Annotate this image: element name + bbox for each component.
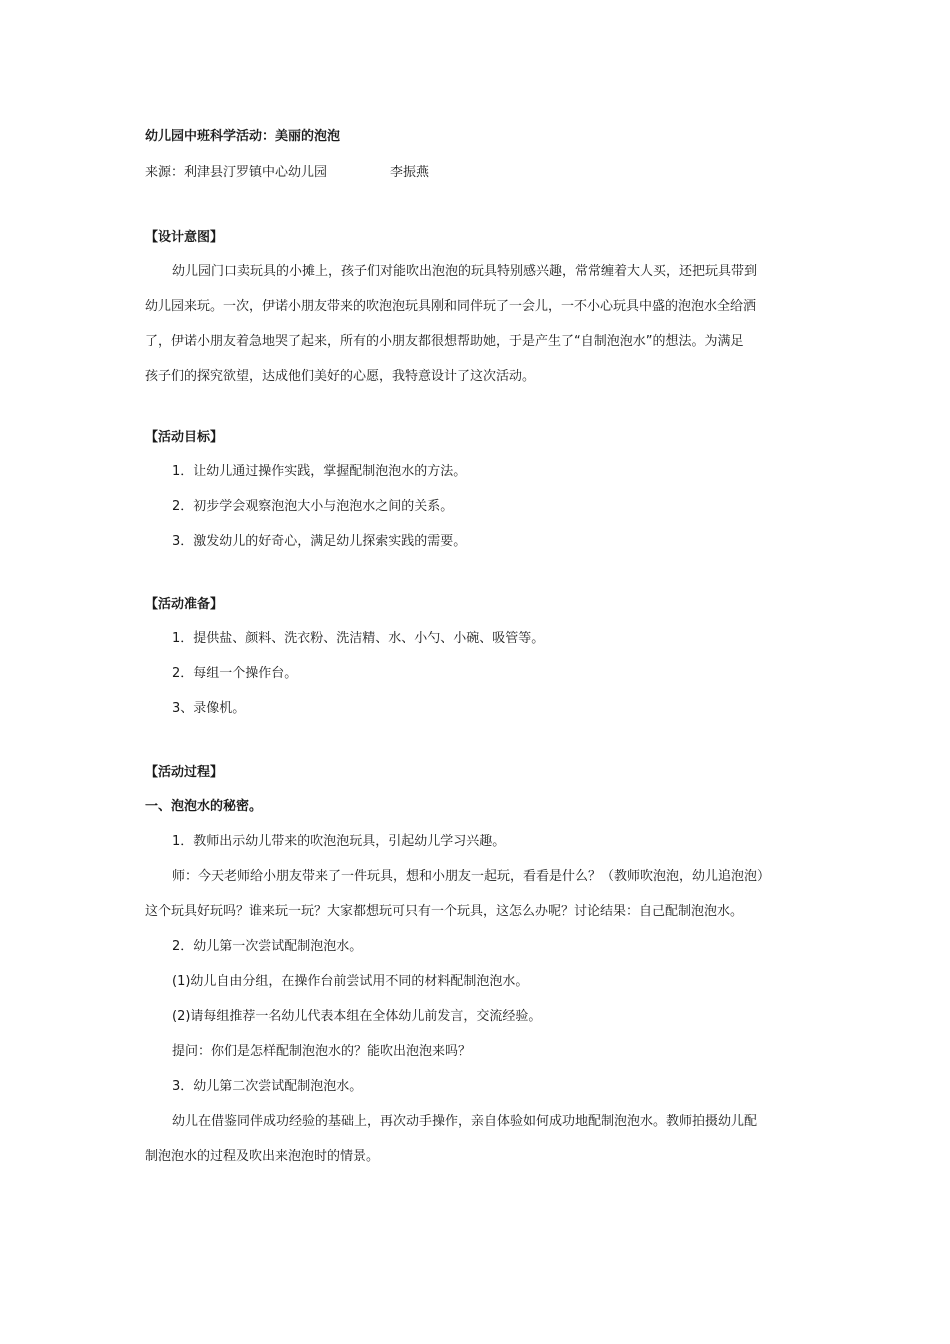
prep-item: 1．提供盐、颜料、洗衣粉、洗洁精、水、小勺、小碗、吸管等。 (172, 631, 545, 646)
process-line: (1)幼儿自由分组，在操作台前尝试用不同的材料配制泡泡水。 (172, 974, 529, 989)
process-line: 制泡泡水的过程及吹出来泡泡时的情景。 (145, 1149, 380, 1164)
source-label: 来源：利津县汀罗镇中心幼儿园 (145, 165, 328, 180)
process-line: 3．幼儿第二次尝试配制泡泡水。 (172, 1079, 363, 1094)
source-line (145, 165, 545, 181)
goals-heading: 【活动目标】 (145, 430, 224, 445)
doc-title: 幼儿园中班科学活动：美丽的泡泡 (145, 129, 341, 144)
design-line: 幼儿园门口卖玩具的小摊上，孩子们对能吹出泡泡的玩具特别感兴趣，常常缠着大人买，还把玩具带到 (172, 264, 758, 279)
process-line: 2．幼儿第一次尝试配制泡泡水。 (172, 939, 363, 954)
process-line: 这个玩具好玩吗？谁来玩一玩？大家都想玩可只有一个玩具，这怎么办呢？讨论结果：自己配制泡泡水。 (145, 904, 744, 919)
prep-item: 3、录像机。 (172, 701, 246, 716)
goal-item: 3．激发幼儿的好奇心，满足幼儿探索实践的需要。 (172, 534, 467, 549)
section-heading: 一、泡泡水的秘密。 (145, 799, 263, 814)
prep-item: 2．每组一个操作台。 (172, 666, 298, 681)
design-line: 幼儿园来玩。一次，伊诺小朋友带来的吹泡泡玩具刚和同伴玩了一会儿，一不小心玩具中盛的泡泡水全给洒 (145, 299, 757, 314)
source-author: 李振燕 (390, 165, 430, 180)
design-heading: 【设计意图】 (145, 230, 224, 245)
process-line: 师：今天老师给小朋友带来了一件玩具，想和小朋友一起玩，看看是什么？（教师吹泡泡，幼儿追泡泡） (172, 869, 771, 884)
goal-item: 2．初步学会观察泡泡大小与泡泡水之间的关系。 (172, 499, 454, 514)
design-line: 孩子们的探究欲望，达成他们美好的心愿，我特意设计了这次活动。 (145, 369, 536, 384)
process-line: 1．教师出示幼儿带来的吹泡泡玩具，引起幼儿学习兴趣。 (172, 834, 506, 849)
process-heading: 【活动过程】 (145, 765, 224, 780)
process-line: 幼儿在借鉴同伴成功经验的基础上，再次动手操作，亲自体验如何成功地配制泡泡水。教师拍摄幼儿配 (172, 1114, 758, 1129)
process-line: (2)请每组推荐一名幼儿代表本组在全体幼儿前发言，交流经验。 (172, 1009, 542, 1024)
goal-item: 1．让幼儿通过操作实践，掌握配制泡泡水的方法。 (172, 464, 467, 479)
process-line: 提问：你们是怎样配制泡泡水的？能吹出泡泡来吗？ (172, 1044, 472, 1059)
design-line: 了，伊诺小朋友着急地哭了起来，所有的小朋友都很想帮助她，于是产生了“自制泡泡水”的想法。为满足 (145, 334, 744, 349)
prep-heading: 【活动准备】 (145, 597, 224, 612)
